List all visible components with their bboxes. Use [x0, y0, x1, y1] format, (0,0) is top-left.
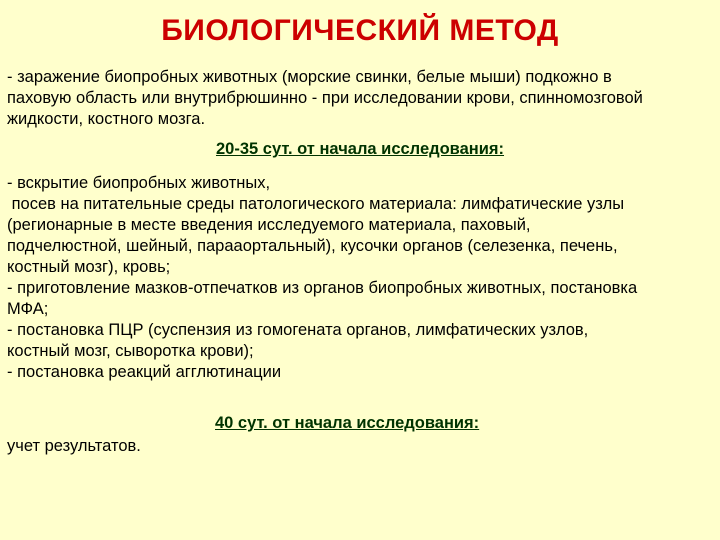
step-line: (регионарные в месте введения исследуемого материала, паховый, [7, 216, 531, 234]
step-line: костный мозг, сыворотка крови); [7, 342, 254, 360]
intro-line: жидкости, костного мозга. [7, 110, 206, 128]
steps-paragraph [7, 173, 713, 383]
step-line: - вскрытие биопробных животных, [7, 174, 271, 192]
step-line: - приготовление мазков-отпечатков из органов биопробных животных, постановка [7, 279, 638, 297]
step-line: - постановка ПЦР (суспензия из гомогената органов, лимфатических узлов, [7, 321, 589, 339]
subheading-40-days [215, 414, 535, 433]
step-line: посев на питательные среды патологического материала: лимфатические узлы [7, 195, 625, 213]
intro-line: - заражение биопробных животных (морские свинки, белые мыши) подкожно в [7, 68, 612, 86]
intro-line: паховую область или внутрибрюшинно - при исследовании крови, спинномозговой [7, 89, 643, 107]
step-line: - постановка реакций агглютинации [7, 363, 282, 381]
subheading-text: 40 сут. от начала исследования: [215, 414, 480, 432]
step-line: МФА; [7, 300, 49, 318]
result-paragraph [7, 436, 713, 457]
subheading-20-35-days [0, 140, 720, 159]
step-line: подчелюстной, шейный, парааортальный), кусочки органов (селезенка, печень, [7, 237, 618, 255]
slide-title: БИОЛОГИЧЕСКИЙ МЕТОД [161, 14, 559, 47]
step-line: костный мозг), кровь; [7, 258, 171, 276]
result-line: учет результатов. [7, 437, 141, 455]
subheading-text: 20-35 сут. от начала исследования: [215, 140, 505, 158]
intro-paragraph [7, 67, 713, 130]
